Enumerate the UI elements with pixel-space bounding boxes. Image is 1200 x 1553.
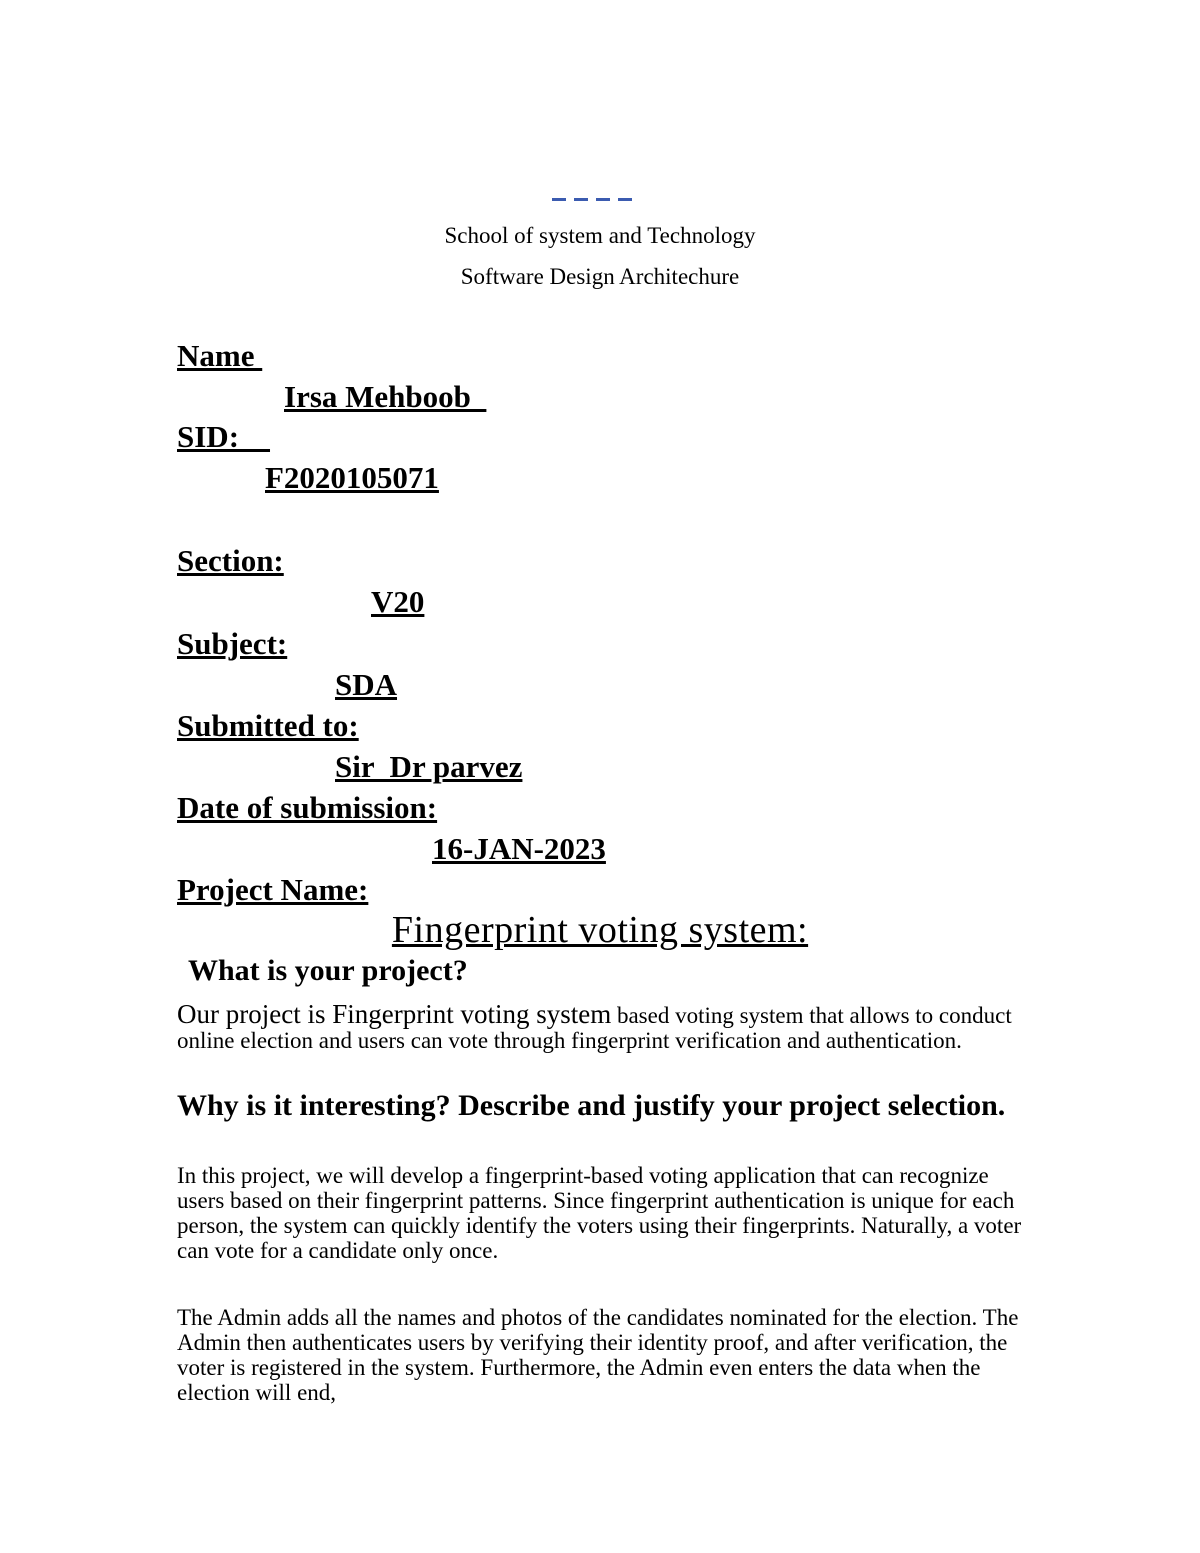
sid-label: SID: [177, 419, 271, 454]
name-value: Irsa Mehboob [284, 379, 487, 414]
answer-lead: Our project is Fingerprint voting system [177, 999, 612, 1029]
question-what-is-project: What is your project? [188, 954, 468, 987]
answer-rest: based voting system that allows to conduct online election and users can vote through fingerprint verification and authentication. [177, 1003, 1012, 1053]
logo-fragment [548, 196, 648, 212]
name-label: Name [177, 338, 263, 373]
project-name-label: Project Name: [177, 872, 369, 907]
subject-value: SDA [335, 667, 398, 702]
subject-label: Subject: [177, 626, 288, 661]
submitted-to-value: Sir Dr parvez [335, 749, 523, 784]
section-value: V20 [371, 584, 425, 619]
course-name: Software Design Architechure [460, 264, 740, 289]
answer-what-is-project [177, 999, 1027, 1053]
submitted-to-label: Submitted to: [177, 708, 359, 743]
question-why-interesting: Why is it interesting? Describe and justify your project selection. [177, 1089, 1006, 1122]
project-title: Fingerprint voting system: [391, 909, 809, 951]
paragraph-development: In this project, we will develop a fingerprint-based voting application that can recognize users based on their fingerprint patterns. Since fingerprint authentication is unique for each person, the system can quickly identify the voters using their fingerprints. Naturally, a voter can vote for a candidate only once. [177, 1163, 1022, 1263]
date-value: 16-JAN-2023 [432, 831, 606, 866]
sid-value: F2020105071 [265, 460, 439, 495]
school-name: School of system and Technology [444, 223, 756, 248]
date-label: Date of submission: [177, 790, 438, 825]
section-label: Section: [177, 543, 284, 578]
paragraph-admin: The Admin adds all the names and photos of the candidates nominated for the election. The Admin then authenticates users by verifying their identity proof, and after verification, the voter is registered in the system. Furthermore, the Admin even enters the data when the election will end, [177, 1305, 1019, 1405]
